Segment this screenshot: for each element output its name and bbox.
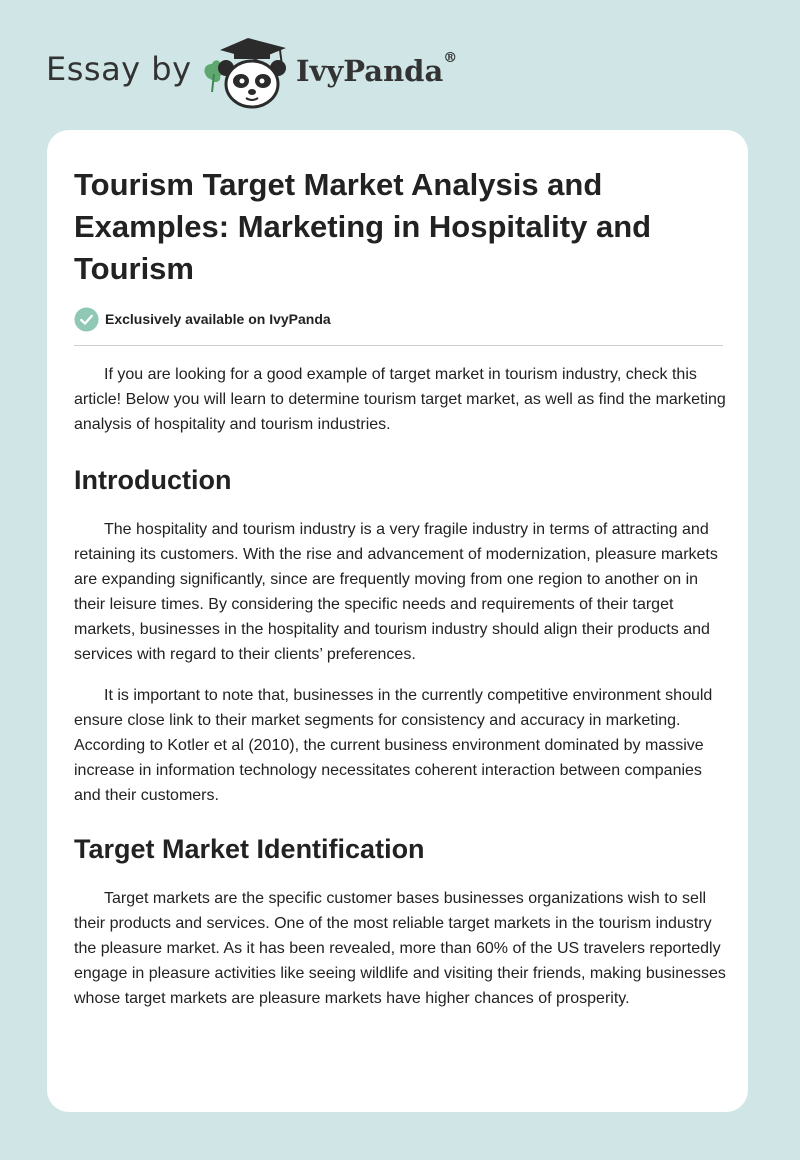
panda-logo-icon[interactable]: [200, 34, 296, 110]
exclusive-badge: [74, 306, 331, 332]
article-card: [47, 130, 748, 1112]
site-header: [0, 0, 800, 130]
article-body: [74, 360, 726, 1011]
badge-label: Exclusively available on IvyPanda: [105, 311, 331, 327]
paragraph: The hospitality and tourism industry is a very fragile industry in terms of attracting and retaining its customers. With the rise and advancement of modernization, pleasure markets are expanding significantly, since are frequently moving from one region to another on in their leisure times. By considering the specific needs and requirements of their target markets, businesses in the hospitality and tourism industry should align their products and services with regard to their clients’ preferences.: [74, 521, 718, 663]
section-heading-target-market: Target Market Identification: [74, 834, 425, 864]
paragraph: Target markets are the specific customer bases businesses organizations wish to sell their products and services. One of the most reliable target markets in the tourism industry the pleasure market. As it has been revealed, more than 60% of the US travelers reportedly engage in pleasure activities like seeing wildlife and visiting their friends, making businesses whose target markets are pleasure markets have higher chances of prosperity.: [74, 890, 726, 1007]
check-circle-icon: [74, 307, 99, 332]
registered-mark: ®: [443, 50, 458, 66]
divider: [74, 345, 723, 346]
essay-by-label: Essay by: [46, 50, 192, 88]
section-heading-introduction: Introduction: [74, 465, 232, 495]
paragraph: It is important to note that, businesses in the currently competitive environment should ensure close link to their market segments for consistency and accuracy in marketing. According to Kotler et al (2010), the current business environment dominated by massive increase in information technology necessitates coherent interaction between companies and their customers.: [74, 687, 713, 804]
brand-name[interactable]: [296, 50, 458, 88]
intro-paragraph: If you are looking for a good example of target market in tourism industry, check this article! Below you will learn to determine tourism target market, as well as find the marketing analysis of hospitality and tourism industries.: [74, 366, 726, 433]
brand-text: IvyPanda: [296, 54, 444, 88]
article-title: Tourism Target Market Analysis and Examples: Marketing in Hospitality and Tourism: [74, 167, 652, 286]
